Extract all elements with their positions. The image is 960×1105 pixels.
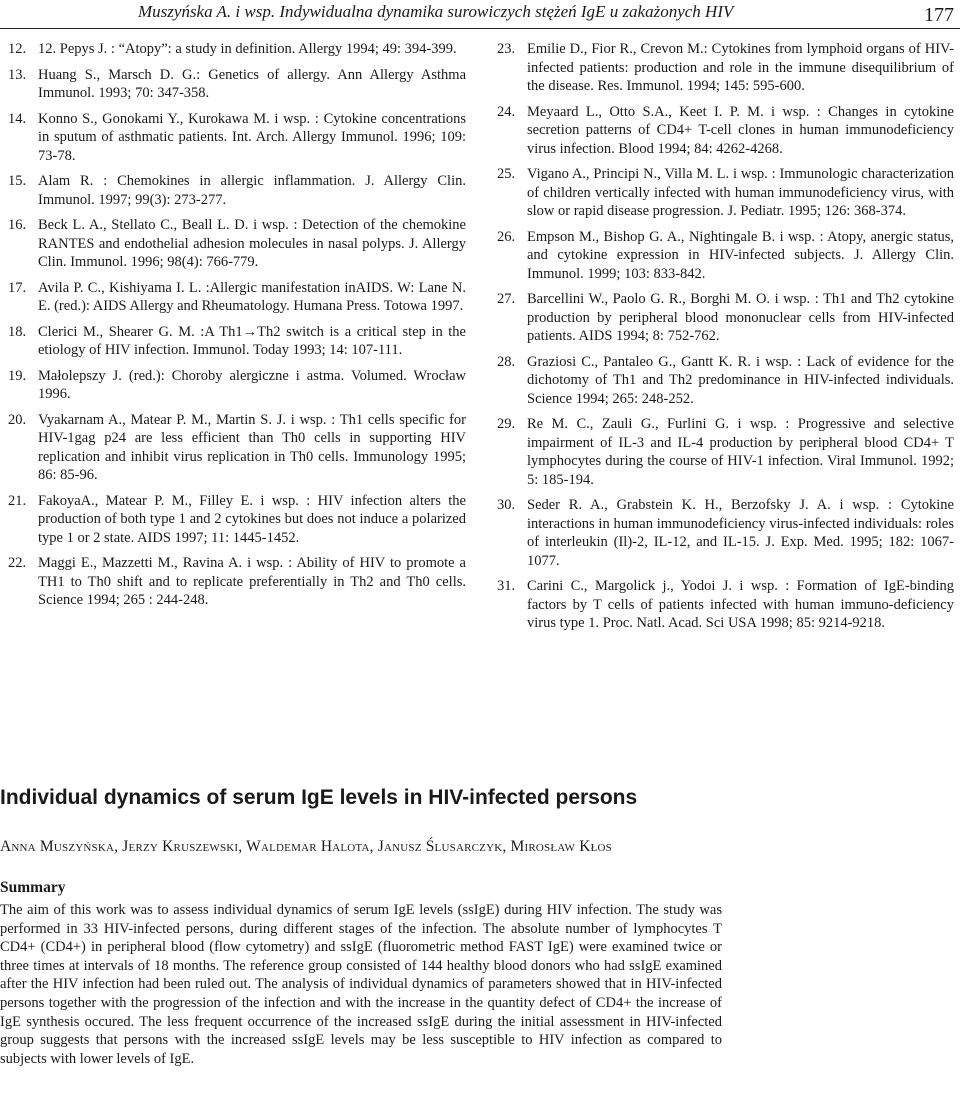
header-rule <box>0 28 960 29</box>
reference-item <box>497 353 954 409</box>
reference-number: 18. <box>8 323 27 340</box>
reference-number: 17. <box>8 279 27 296</box>
reference-text: Meyaard L., Otto S.A., Keet I. P. M. i wsp. : Changes in cytokine secretion patterns of CD4+ T-cell clones in human immunodeficiency virus infection. Blood 1994; 84: 4262-4268. <box>527 103 954 157</box>
reference-item <box>497 103 954 159</box>
reference-text: Konno S., Gonokami Y., Kurokawa M. i wsp. : Cytokine concentrations in sputum of asthmatic patients. Int. Arch. Allergy Immunol. 1996; 109: 73-78. <box>38 110 466 164</box>
article-title: Individual dynamics of serum IgE levels in HIV-infected persons <box>0 786 638 809</box>
reference-text: Emilie D., Fior R., Crevon M.: Cytokines from lymphoid organs of HIV-infected patients: production and role in the immune disequilibrium of the disease. Res. Immunol. 1994; 145: 595-600. <box>527 41 954 94</box>
reference-number: 24. <box>497 103 516 120</box>
reference-number: 25. <box>497 166 516 182</box>
reference-number: 31. <box>497 578 516 594</box>
reference-text: Huang S., Marsch D. G.: Genetics of allergy. Ann Allergy Asthma Immunol. 1993; 70: 347-358. <box>38 66 466 101</box>
reference-text: Carini C., Margolick j., Yodoi J. i wsp. : Formation of IgE-binding factors by T cells of patients infected with human immuno-deficiency virus type 1. Proc. Natl. Acad. Sci USA 1998; 85: 9214-9218. <box>527 578 954 631</box>
reference-number: 12. <box>8 41 27 57</box>
reference-text: FakoyaA., Matear P. M., Filley E. i wsp. : HIV infection alters the production of both type 1 and 2 cytokines but does not induce a polarized type 1 or 2 state. AIDS 1997; 11: 1445-1452. <box>38 492 466 546</box>
reference-item <box>8 66 466 103</box>
running-header <box>0 0 960 28</box>
reference-number: 30. <box>497 497 516 513</box>
reference-item <box>8 172 466 209</box>
reference-item <box>497 577 954 633</box>
reference-number: 13. <box>8 66 27 83</box>
summary-heading: Summary <box>0 879 66 896</box>
reference-text: Vyakarnam A., Matear P. M., Martin S. J. i wsp. : Th1 cells specific for HIV-1gag p24 are less efficient than Th0 cells in supporting HIV replication and inhibit virus replication in Th0 cells. Immunology 1995; 86: 85-96. <box>38 411 466 483</box>
reference-number: 16. <box>8 217 27 233</box>
reference-number: 23. <box>497 41 516 57</box>
reference-text: Graziosi C., Pantaleo G., Gantt K. R. i wsp. : Lack of evidence for the dichotomy of Th1 and Th2 predominance in HIV-infected individuals. Science 1994; 265: 248-252. <box>527 353 954 407</box>
reference-item <box>8 323 466 360</box>
reference-item <box>497 415 954 489</box>
reference-item <box>8 40 466 59</box>
reference-item <box>497 290 954 346</box>
reference-text: Alam R. : Chemokines in allergic inflammation. J. Allergy Clin. Immunol. 1997; 99(3): 273-277. <box>38 173 466 208</box>
reference-number: 22. <box>8 555 27 571</box>
reference-item <box>497 496 954 570</box>
reference-text: 12. Pepys J. : “Atopy”: a study in definition. Allergy 1994; 49: 394-399. <box>38 41 457 57</box>
reference-number: 21. <box>8 492 27 509</box>
reference-item <box>497 165 954 221</box>
reference-text: Vigano A., Principi N., Villa M. L. i wsp. : Immunologic characterization of children vertically infected with human immunodeficiency virus, with slow or rapid disease progression. J. Pediatr. 1995; 126: 368-374. <box>527 166 954 219</box>
references-left-column <box>8 40 466 617</box>
reference-text: Seder R. A., Grabstein K. H., Berzofsky J. A. i wsp. : Cytokine interactions in human immunodeficiency virus-infected individuals: roles of interleukin (Il)-2, IL-12, and IL-15. J. Exp. Med. 1995; 182: 1067-1077. <box>527 497 954 569</box>
reference-item <box>8 367 466 404</box>
reference-item <box>8 110 466 166</box>
author-list: Anna Muszyńska, Jerzy Kruszewski, Waldemar Halota, Janusz Ślusarczyk, Mirosław Kłos <box>0 838 612 855</box>
reference-text: Małolepszy J. (red.): Choroby alergiczne i astma. Volumed. Wrocław 1996. <box>38 367 466 402</box>
reference-number: 20. <box>8 411 27 428</box>
reference-item <box>497 228 954 284</box>
reference-text: Avila P. C., Kishiyama I. L. :Allergic manifestation inAIDS. W: Lane N. E. (red.): AIDS Allergy and Rheumatology. Humana Press. Totowa 1997. <box>38 279 466 314</box>
reference-text: Barcellini W., Paolo G. R., Borghi M. O. i wsp. : Th1 and Th2 cytokine production by peripheral blood mononuclear cells from HIV-infected patients. AIDS 1994; 8: 752-762. <box>527 291 954 344</box>
reference-number: 26. <box>497 228 516 245</box>
reference-text: Clerici M., Shearer G. M. :A Th1→Th2 switch is a critical step in the etiology of HIV infection. Immunol. Today 1993; 14: 107-111. <box>38 323 466 358</box>
reference-number: 29. <box>497 416 516 432</box>
page-number: 177 <box>924 4 954 26</box>
reference-text: Empson M., Bishop G. A., Nightingale B. i wsp. : Atopy, anergic status, and cytokine expression in HIV-infected subjects. J. Allergy Clin. Immunol. 1999; 103: 833-842. <box>527 228 954 282</box>
reference-text: Re M. C., Zauli G., Furlini G. i wsp. : Progressive and selective impairment of IL-3 and IL-4 production by peripheral blood CD4+ T lymphocytes during the course of HIV-1 infection. Viral Immunol. 1992; 5: 185-194. <box>527 416 954 488</box>
reference-number: 15. <box>8 173 27 189</box>
running-title: Muszyńska A. i wsp. Indywidualna dynamika surowiczych stężeń IgE u zakażonych HIV <box>138 2 734 21</box>
reference-item <box>8 279 466 316</box>
reference-number: 28. <box>497 353 516 370</box>
references-right-column <box>497 40 954 640</box>
reference-text: Maggi E., Mazzetti M., Ravina A. i wsp. : Ability of HIV to promote a TH1 to Th0 shift and to replicate preferentially in Th2 and Th0 cells. Science 1994; 265 : 244-248. <box>38 555 466 608</box>
reference-item <box>8 554 466 610</box>
reference-item <box>8 492 466 548</box>
reference-number: 14. <box>8 110 27 127</box>
reference-number: 27. <box>497 291 516 307</box>
reference-number: 19. <box>8 367 27 384</box>
reference-item <box>8 216 466 272</box>
reference-item <box>497 40 954 96</box>
reference-item <box>8 411 466 485</box>
summary-text: The aim of this work was to assess individual dynamics of serum IgE levels (ssIgE) during HIV infection. The study was performed in 33 HIV-infected persons, during different stages of the infection. The absolute number of lymphocytes T CD4+ (CD4+) in peripheral blood (flow cytometry) and ssIgE (fluorometric method FAST IgE) were examined twice or three times at intervals of 18 months. The reference group consisted of 144 healthy blood donors who had ssIgE examined after the HIV infection had been ruled out. The analysis of individual dynamics of parameters showed that in HIV-infected persons together with the progression of the infection and with the increase in the quantity defect of CD4+ the increase of IgE synthesis occured. The less frequent occurrence of the increased ssIgE during the initial assessment in HIV-infected group suggests that persons with the increased ssIgE levels may be less susceptible to HIV infection as compared to subjects with lower levels of IgE. <box>0 902 722 1067</box>
reference-text: Beck L. A., Stellato C., Beall L. D. i wsp. : Detection of the chemokine RANTES and endothelial adhesion molecules in nasal polyps. J. Allergy Clin. Immunol. 1996; 98(4): 766-779. <box>38 217 466 270</box>
